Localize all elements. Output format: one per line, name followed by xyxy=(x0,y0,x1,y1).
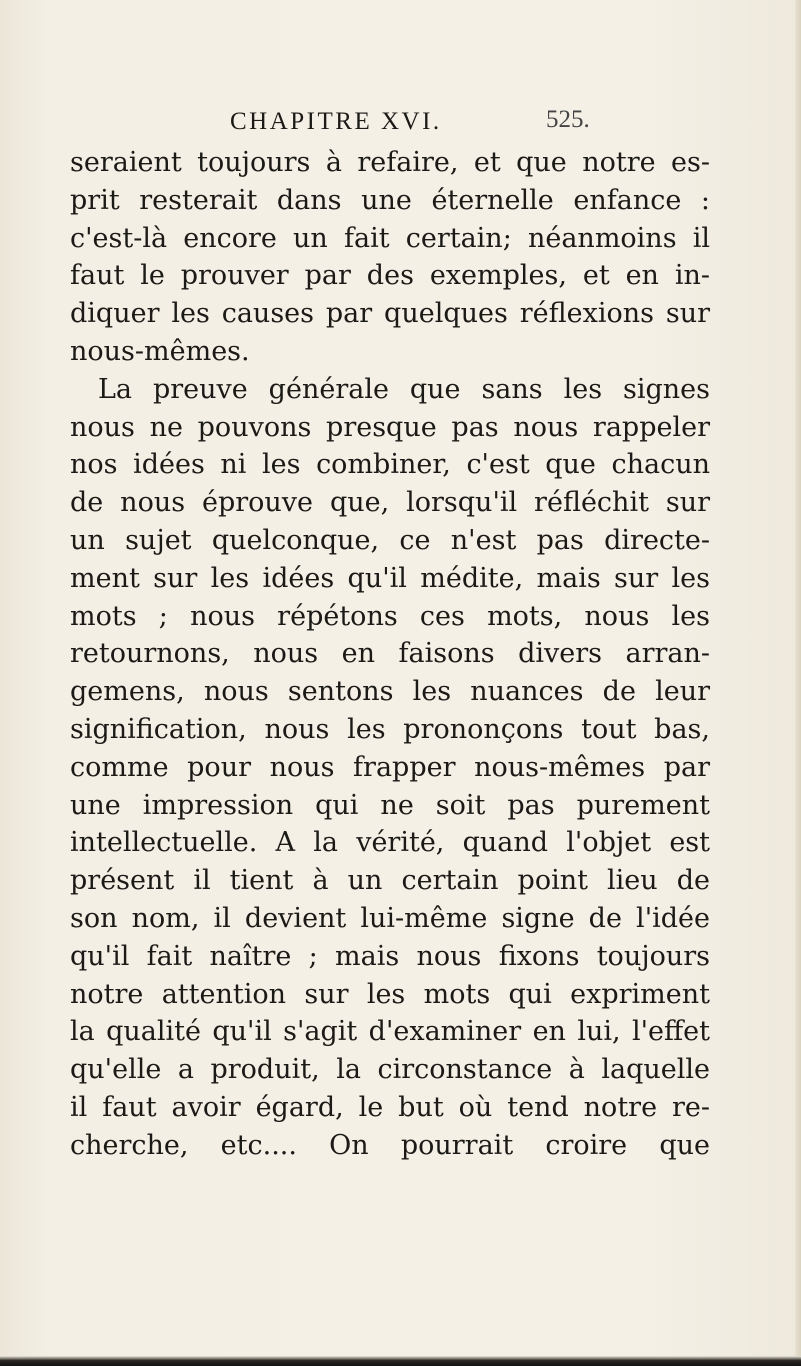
page-edge xyxy=(795,0,801,1366)
text-line: diquer les causes par quelques réflexions sur xyxy=(70,298,710,330)
text-line: qu'il fait naître ; mais nous fixons toujours xyxy=(70,940,710,972)
text-line: faut le prouver par des exemples, et en in- xyxy=(70,260,710,292)
page-header xyxy=(0,100,801,140)
text-line: son nom, il devient lui-même signe de l'idée xyxy=(70,902,710,934)
text-line: ment sur les idées qu'il médite, mais sur les xyxy=(70,562,710,594)
text-line: retournons, nous en faisons divers arran- xyxy=(70,638,710,670)
text-line: notre attention sur les mots qui expriment xyxy=(70,978,710,1010)
text-line: seraient toujours à refaire, et que notre es- xyxy=(70,147,710,178)
paragraph-start-line: La preuve générale que sans les signes xyxy=(98,373,710,405)
page-number: 525. xyxy=(546,106,590,133)
text-line: il faut avoir égard, le but où tend notre re- xyxy=(70,1091,710,1123)
text-line: comme pour nous frapper nous-mêmes par xyxy=(70,751,710,783)
text-line: cherche, etc.... On pourrait croire que xyxy=(70,1129,710,1161)
text-line: nos idées ni les combiner, c'est que chacun xyxy=(70,449,710,481)
text-line: signification, nous les prononçons tout bas, xyxy=(70,713,710,745)
text-line: c'est-là encore un fait certain; néanmoins il xyxy=(70,222,710,254)
text-line: un sujet quelconque, ce n'est pas directe- xyxy=(70,524,710,556)
body-text xyxy=(70,144,710,1165)
text-line: prit resterait dans une éternelle enfance : xyxy=(70,184,710,216)
text-line: nous-mêmes. xyxy=(70,335,250,367)
page-bottom-shadow xyxy=(0,1356,801,1366)
running-head: CHAPITRE XVI. xyxy=(230,108,442,135)
text-line: présent il tient à un certain point lieu de xyxy=(70,865,710,897)
text-line: la qualité qu'il s'agit d'examiner en lui, l'effet xyxy=(70,1016,710,1048)
text-line: intellectuelle. A la vérité, quand l'objet est xyxy=(70,827,710,859)
text-line: mots ; nous répétons ces mots, nous les xyxy=(70,600,710,632)
text-line: qu'elle a produit, la circonstance à laquelle xyxy=(70,1054,710,1086)
text-line: de nous éprouve que, lorsqu'il réfléchit sur xyxy=(70,487,710,519)
text-line: nous ne pouvons presque pas nous rappeler xyxy=(70,411,710,443)
text-line: gemens, nous sentons les nuances de leur xyxy=(70,676,710,708)
text-line: une impression qui ne soit pas purement xyxy=(70,789,710,821)
